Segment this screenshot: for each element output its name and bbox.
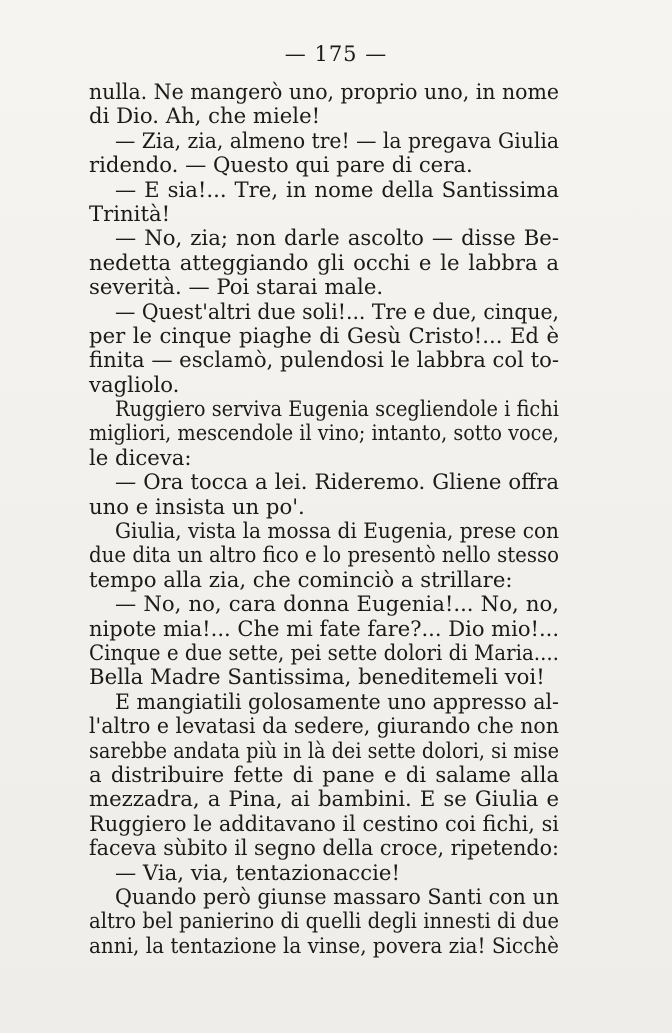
text-line: — Ora tocca a lei. Rideremo. Gliene offra bbox=[115, 469, 559, 495]
text-line: mezzadra, a Pina, ai bambini. E se Giulia e bbox=[89, 786, 559, 812]
text-line: ridendo. — Questo qui pare di cera. bbox=[89, 152, 473, 178]
body-text bbox=[89, 80, 559, 958]
text-line: l'altro e levatasi da sedere, giurando che non bbox=[89, 713, 559, 739]
text-line: Ruggiero serviva Eugenia scegliendole i fichi bbox=[115, 396, 559, 422]
text-line: due dita un altro fico e lo presentò nello stesso bbox=[89, 542, 560, 568]
text-line: — Via, via, tentazionaccie! bbox=[115, 859, 400, 885]
text-line: — No, no, cara donna Eugenia!... No, no, bbox=[115, 591, 559, 617]
text-line: nulla. Ne mangerò uno, proprio uno, in nome bbox=[89, 79, 559, 104]
page-number: — 175 — bbox=[284, 42, 388, 66]
text-line: Cinque e due sette, pei sette dolori di Maria.... bbox=[89, 639, 559, 665]
text-line: nipote mia!... Che mi fate fare?... Dio mio!... bbox=[89, 615, 560, 641]
text-line: sarebbe andata più in là dei sette dolori, si mise bbox=[89, 737, 560, 763]
text-line: Trinità! bbox=[89, 200, 171, 226]
text-line: — Quest'altri due soli!... Tre e due, cinque, bbox=[115, 298, 560, 324]
text-line: Giulia, vista la mossa di Eugenia, prese con bbox=[115, 518, 560, 544]
text-line: a distribuire fette di pane e di salame alla bbox=[89, 761, 559, 787]
text-line: per le cinque piaghe di Gesù Cristo!... Ed è bbox=[89, 322, 559, 348]
text-line: di Dio. Ah, che miele! bbox=[89, 103, 321, 129]
text-line: — No, zia; non darle ascolto — disse Be- bbox=[115, 225, 559, 251]
text-line: Quando però giunse massaro Santi con un bbox=[115, 883, 560, 909]
text-line: le diceva: bbox=[89, 444, 192, 470]
text-line: altro bel panierino di quelli degli innesti di due bbox=[89, 908, 559, 934]
text-line: nedetta atteggiando gli occhi e le labbra a bbox=[89, 249, 559, 275]
text-line: faceva sùbito il segno della croce, ripetendo: bbox=[89, 835, 559, 861]
text-line: severità. — Poi starai male. bbox=[89, 274, 384, 300]
text-line: uno e insista un po'. bbox=[89, 493, 305, 519]
text-line: finita — esclamò, pulendosi le labbra col to- bbox=[89, 347, 559, 373]
text-line: — Zia, zia, almeno tre! — la pregava Giulia bbox=[115, 127, 559, 153]
text-line: tempo alla zia, che cominciò a strillare: bbox=[89, 566, 513, 592]
text-line: — E sia!... Tre, in nome della Santissima bbox=[115, 176, 559, 202]
text-line: anni, la tentazione la vinse, povera zia! Sicchè bbox=[89, 932, 559, 958]
text-line: migliori, mescendole il vino; intanto, sotto voce, bbox=[89, 420, 559, 446]
text-line: E mangiatili golosamente uno appresso al- bbox=[115, 688, 560, 714]
text-line: Ruggiero le additavano il cestino coi fichi, si bbox=[89, 810, 559, 836]
text-line: Bella Madre Santissima, beneditemeli voi! bbox=[89, 664, 545, 690]
text-line: vagliolo. bbox=[89, 371, 180, 397]
